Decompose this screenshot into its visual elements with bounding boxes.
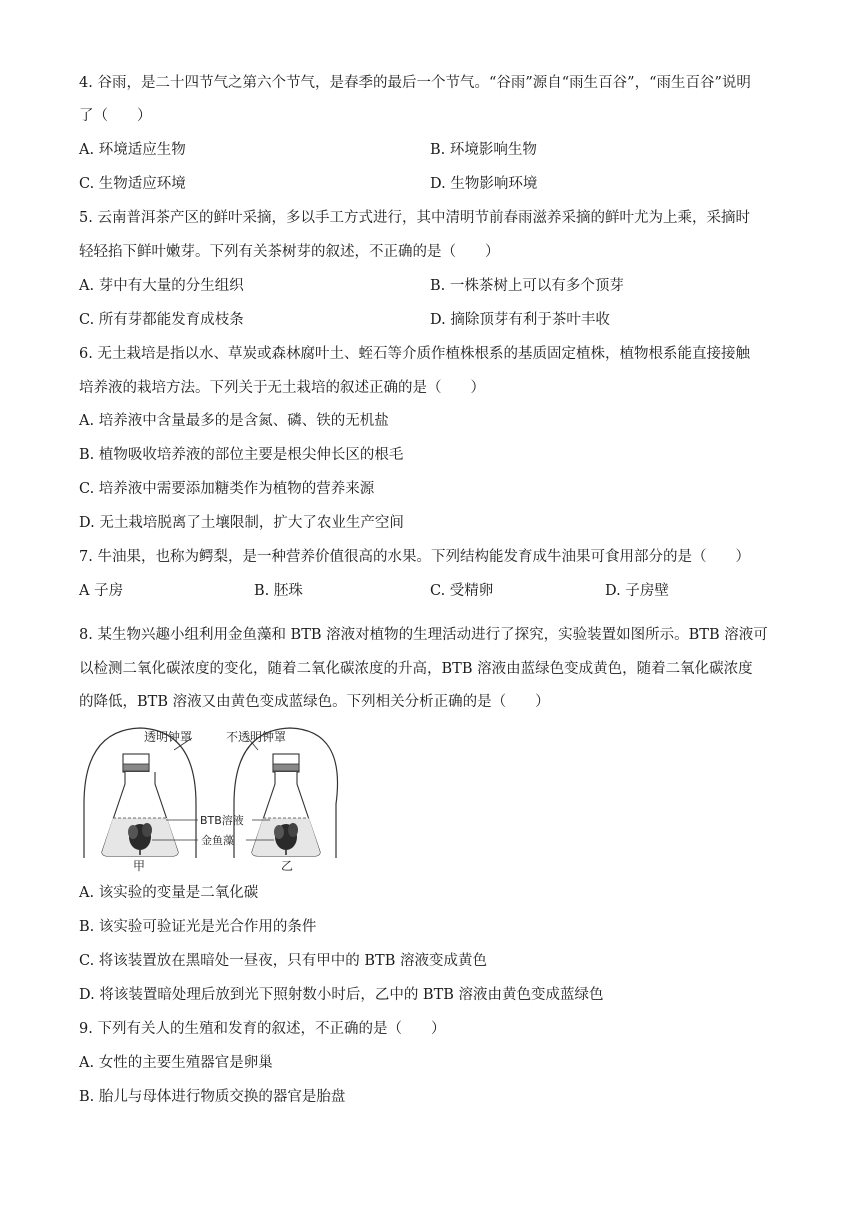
q6-option-c[interactable]: C. 培养液中需要添加糖类作为植物的营养来源 [79,481,375,497]
q4-stem-line2: 了（ ） [79,108,152,124]
q6-option-b[interactable]: B. 植物吸收培养液的部位主要是根尖伸长区的根毛 [79,447,404,463]
q8-option-b[interactable]: B. 该实验可验证光是光合作用的条件 [79,919,317,935]
experiment-figure [80,724,340,872]
label-jia: 甲 [133,859,146,872]
q7-option-d[interactable]: D. 子房壁 [605,583,669,599]
q5-stem-line1: 5. 云南普洱茶产区的鲜叶采摘，多以手工方式进行，其中清明节前春雨滋养采摘的鲜叶尤为上乘，采摘时 [79,210,750,226]
q7-option-a[interactable]: A 子房 [79,583,124,599]
q9-option-b[interactable]: B. 胎儿与母体进行物质交换的器官是胎盘 [79,1089,346,1105]
q6-option-d[interactable]: D. 无土栽培脱离了土壤限制，扩大了农业生产空间 [79,515,404,531]
q8-stem-line1: 8. 某生物兴趣小组利用金鱼藻和 BTB 溶液对植物的生理活动进行了探究，实验装置如图所示。BTB 溶液可 [79,627,768,643]
label-btb-solution: BTB溶液 [200,814,244,827]
q6-option-a[interactable]: A. 培养液中含量最多的是含氮、磷、铁的无机盐 [79,413,389,429]
q4-option-c[interactable]: C. 生物适应环境 [79,176,186,192]
q5-option-a[interactable]: A. 芽中有大量的分生组织 [79,278,244,294]
q8-stem-line3: 的降低，BTB 溶液又由黄色变成蓝绿色。下列相关分析正确的是（ ） [79,694,550,710]
q7-option-b[interactable]: B. 胚珠 [254,583,303,599]
q4-option-b[interactable]: B. 环境影响生物 [430,142,537,158]
q8-option-c[interactable]: C. 将该装置放在黑暗处一昼夜，只有甲中的 BTB 溶液变成黄色 [79,953,487,969]
left-flask [102,754,178,856]
q4-option-a[interactable]: A. 环境适应生物 [79,142,186,158]
q7-stem-line1: 7. 牛油果，也称为鳄梨，是一种营养价值很高的水果。下列结构能发育成牛油果可食用部分的是（ ） [79,549,750,565]
q8-option-d[interactable]: D. 将该装置暗处理后放到光下照射数小时后，乙中的 BTB 溶液由黄色变成蓝绿色 [79,987,604,1003]
label-hornwort: 金鱼藻 [201,834,234,847]
q5-option-c[interactable]: C. 所有芽都能发育成枝条 [79,312,244,328]
q5-option-b[interactable]: B. 一株茶树上可以有多个顶芽 [430,278,624,294]
q6-stem-line2: 培养液的栽培方法。下列关于无土栽培的叙述正确的是（ ） [79,380,485,396]
q9-stem-line1: 9. 下列有关人的生殖和发育的叙述，不正确的是（ ） [79,1021,446,1037]
q6-stem-line1: 6. 无土栽培是指以水、草炭或森林腐叶土、蛭石等介质作植株根系的基质固定植株，植物根系能直接接触 [79,346,750,362]
label-yi: 乙 [281,859,294,872]
right-flask [252,754,320,856]
q4-option-d[interactable]: D. 生物影响环境 [430,176,538,192]
q8-option-a[interactable]: A. 该实验的变量是二氧化碳 [79,885,259,901]
label-opaque-jar: 不透明钟罩 [226,730,287,744]
label-transparent-jar: 透明钟罩 [144,730,193,744]
q8-stem-line2: 以检测二氧化碳浓度的变化，随着二氧化碳浓度的升高，BTB 溶液由蓝绿色变成黄色，随着二氧化碳浓度 [79,661,753,677]
q5-stem-line2: 轻轻掐下鲜叶嫩芽。下列有关茶树芽的叙述，不正确的是（ ） [79,244,500,260]
q9-option-a[interactable]: A. 女性的主要生殖器官是卵巢 [79,1055,273,1071]
q4-stem-line1: 4. 谷雨，是二十四节气之第六个节气，是春季的最后一个节气。“谷雨”源自“雨生百谷”，“雨生百谷”说明 [79,75,751,91]
q7-option-c[interactable]: C. 受精卵 [430,583,494,599]
q5-option-d[interactable]: D. 摘除顶芽有利于茶叶丰收 [430,312,610,328]
